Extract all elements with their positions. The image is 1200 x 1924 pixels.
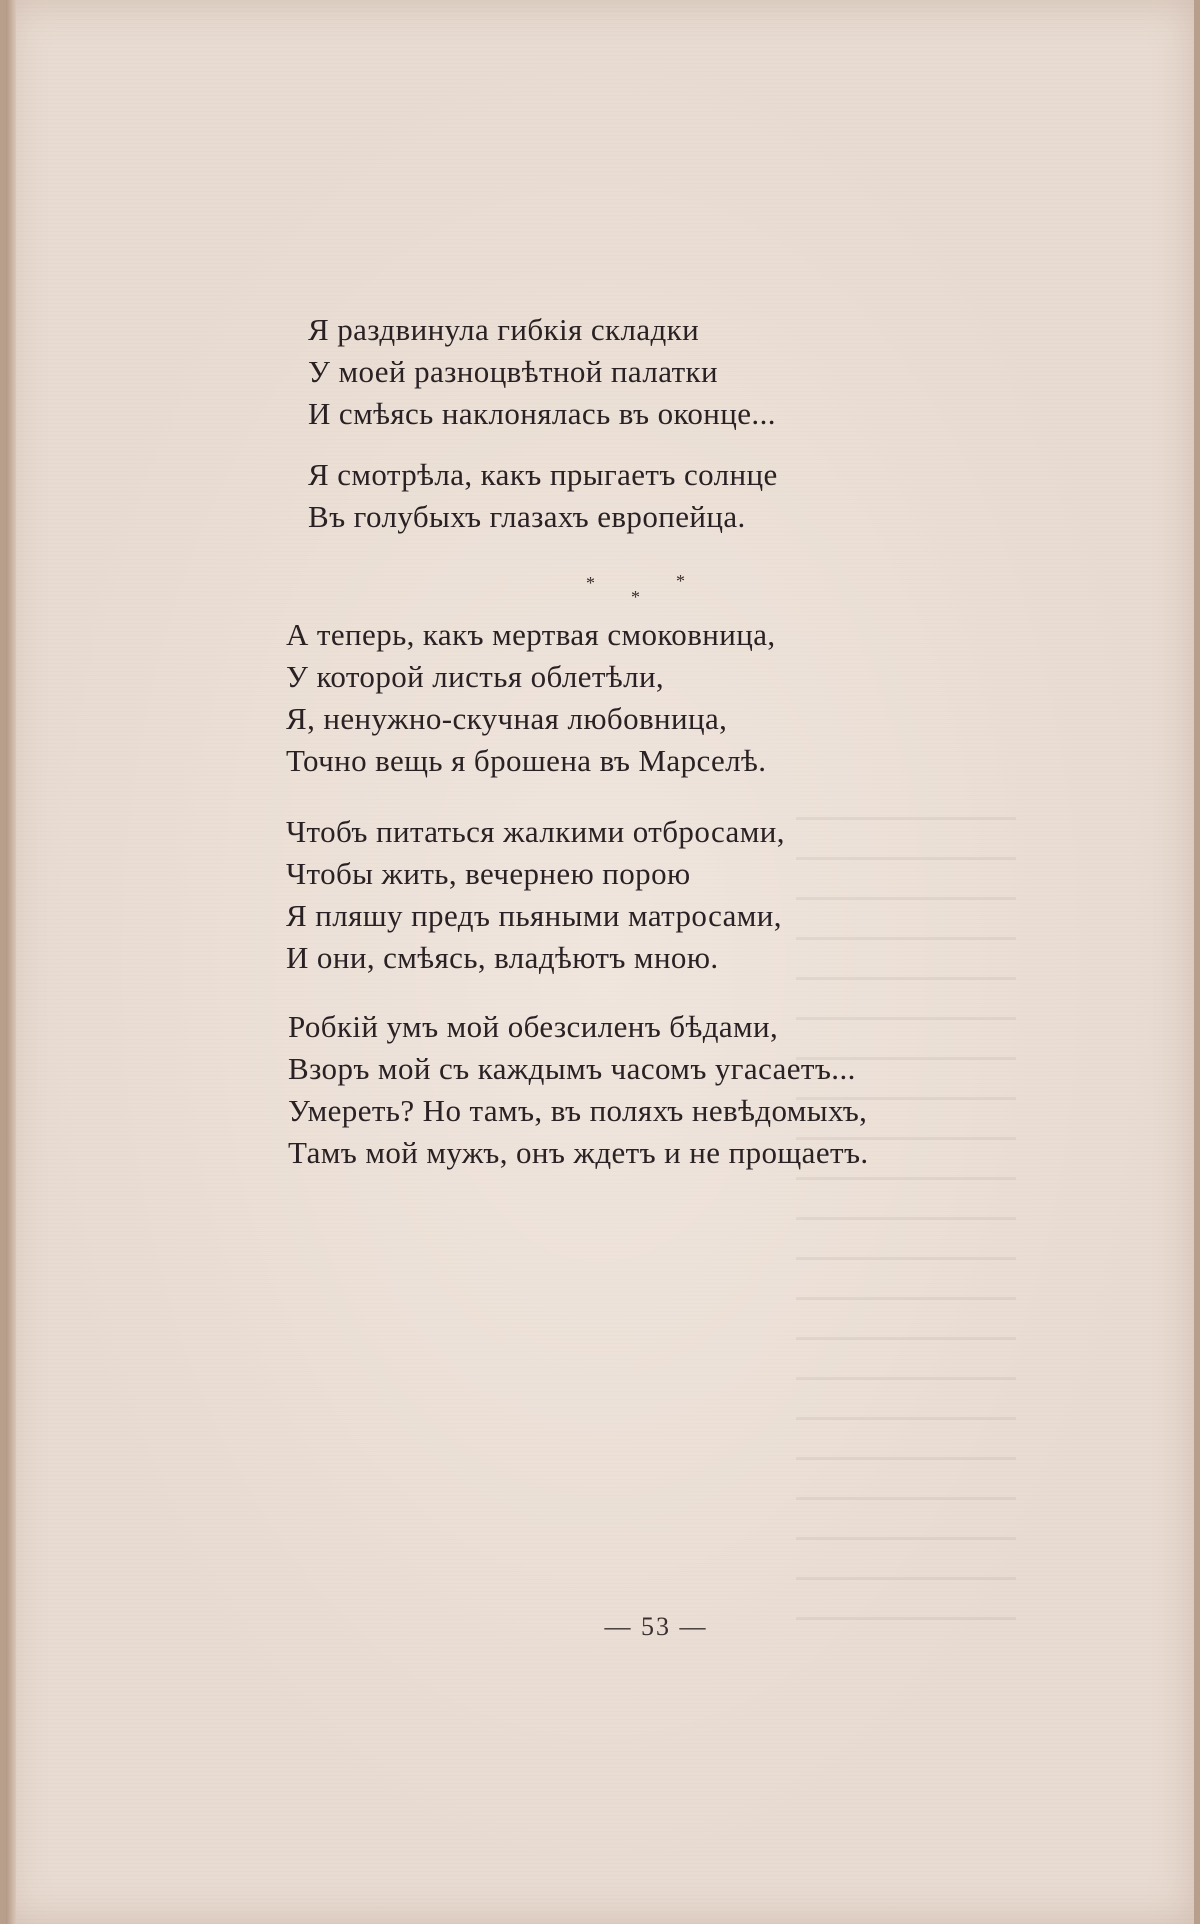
asterism-divider — [576, 556, 696, 607]
asterisk: * — [631, 587, 641, 607]
poem-line: Умереть? Но тамъ, въ поляхъ невѣдомыхъ, — [288, 1093, 868, 1128]
stanza-3 — [286, 614, 776, 782]
poem-line: Въ голубыхъ глазахъ европейца. — [308, 499, 746, 534]
page-edge — [6, 0, 16, 1924]
poem-line: У которой листья облетѣли, — [286, 659, 665, 694]
stanza-2 — [308, 454, 778, 538]
poem-line: Чтобъ питаться жалкими отбросами, — [286, 814, 785, 849]
book-page — [6, 0, 1194, 1924]
poem-line: Я раздвинула гибкія складки — [308, 312, 700, 347]
stanza-1 — [308, 309, 776, 435]
stanza-5 — [288, 1006, 869, 1174]
poem-line: Взоръ мой съ каждымъ часомъ угасаетъ... — [288, 1051, 856, 1086]
poem-line: Точно вещь я брошена въ Марселѣ. — [286, 743, 767, 778]
poem-line: И они, смѣясь, владѣютъ мною. — [286, 940, 719, 975]
page-number: — 53 — — [604, 1612, 708, 1641]
poem-line: И смѣясь наклонялась въ оконце... — [308, 396, 776, 431]
asterisk: * — [586, 573, 596, 593]
stanza-4 — [286, 811, 785, 979]
asterisk: * — [676, 571, 686, 591]
poem-line: Я смотрѣла, какъ прыгаетъ солнце — [308, 457, 778, 492]
poem-line: Я пляшу предъ пьяными матросами, — [286, 898, 782, 933]
poem-line: Тамъ мой мужъ, онъ ждетъ и не прощаетъ. — [288, 1135, 869, 1170]
poem-line: У моей разноцвѣтной палатки — [308, 354, 718, 389]
poem-line: Я, ненужно-скучная любовница, — [286, 701, 728, 736]
poem-line: Робкій умъ мой обезсиленъ бѣдами, — [288, 1009, 779, 1044]
poem-line: Чтобы жить, вечернею порою — [286, 856, 691, 891]
poem-line: А теперь, какъ мертвая смоковница, — [286, 617, 776, 652]
show-through-bleed — [796, 800, 1016, 1620]
